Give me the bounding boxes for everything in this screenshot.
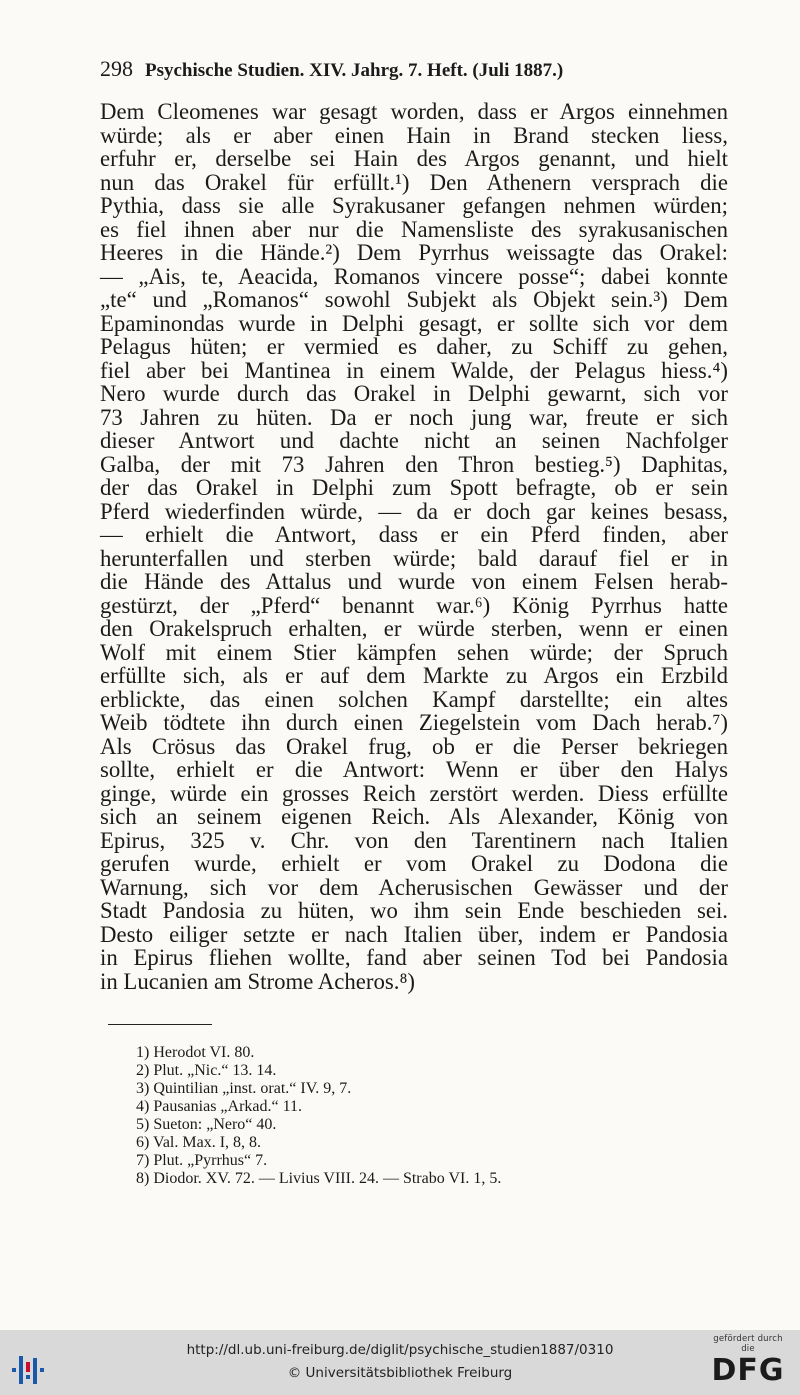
footnote-mark: 7) — [136, 1152, 154, 1169]
body-line: ginge, würde ein grosses Reich zerstört werden. Diess erfüllte — [100, 780, 728, 806]
footnote-text: Herodot VI. 80. — [153, 1044, 255, 1061]
footnote-text: Val. Max. I, 8, 8. — [153, 1134, 262, 1151]
body-line: die Hände des Attalus und wurde von einem Felsen herab- — [100, 569, 728, 594]
body-line: in Epirus fliehen wollte, fand aber seinen Tod bei Pandosia — [100, 945, 728, 970]
footnotes — [136, 1044, 696, 1188]
body-line: Als Crösus das Orakel frug, ob er die Perser bekriegen — [100, 733, 728, 759]
footer-bar — [0, 1330, 800, 1395]
body-line: Pythia, dass sie alle Syrakusaner gefangen nehmen würden; — [100, 193, 728, 218]
footnote-text: Plut. „Nic.“ 13. 14. — [153, 1062, 277, 1079]
footnote-mark: 4) — [136, 1098, 154, 1115]
body-line: herunterfallen und sterben würde; bald darauf fiel er in — [100, 545, 728, 571]
dfg-logo — [706, 1334, 790, 1388]
body-line: „te“ und „Romanos“ sowohl Subjekt als Objekt sein.³) Dem — [100, 287, 728, 312]
body-line: Epaminondas wurde in Delphi gesagt, er sollte sich vor dem — [100, 310, 728, 336]
footnote-mark: 2) — [136, 1062, 154, 1079]
body-line: Nero wurde durch das Orakel in Delphi gewarnt, sich vor — [100, 381, 728, 406]
body-line: Warnung, sich vor dem Acherusischen Gewässer und der — [100, 874, 728, 900]
running-header — [100, 56, 700, 82]
footnote — [136, 1080, 696, 1098]
footnote-mark: 3) — [136, 1080, 154, 1097]
body-line: fiel aber bei Mantinea in einem Walde, der Pelagus hiess.⁴) — [100, 357, 728, 383]
footnote-mark: 6) — [136, 1134, 154, 1151]
body-line: Wolf mit einem Stier kämpfen sehen würde; der Spruch — [100, 639, 728, 665]
body-line: würde; als er aber einen Hain in Brand stecken liess, — [100, 122, 728, 148]
body-line: in Lucanien am Strome Acheros.⁸) — [100, 968, 415, 994]
dfg-logo-text: DFG — [711, 1353, 785, 1388]
body-line: Epirus, 325 v. Chr. von den Tarentinern nach Italien — [100, 827, 728, 853]
footnote-text: Plut. „Pyrrhus“ 7. — [153, 1152, 268, 1169]
body-line: dieser Antwort und dachte nicht an seinen Nachfolger — [100, 428, 728, 453]
copyright-notice: © Universitätsbibliothek Freiburg — [287, 1365, 513, 1381]
body-line: sollte, erhielt er die Antwort: Wenn er über den Halys — [100, 757, 728, 782]
body-line: gerufen wurde, erhielt er vom Orakel zu Dodona die — [100, 851, 728, 876]
body-line: Weib tödtete ihn durch einen Ziegelstein vom Dach herab.⁷) — [100, 710, 728, 735]
footnote — [136, 1098, 696, 1116]
body-line: erfüllte sich, als er auf dem Markte zu Argos ein Erzbild — [100, 663, 728, 688]
body-line: Stadt Pandosia zu hüten, wo ihm sein Ende beschieden sei. — [100, 898, 728, 923]
footnote-mark: 1) — [136, 1044, 154, 1061]
footnote-mark: 5) — [136, 1116, 154, 1133]
body-line: — erhielt die Antwort, dass er ein Pferd finden, aber — [100, 522, 728, 547]
body-line: Desto eiliger setzte er nach Italien über, indem er Pandosia — [100, 921, 728, 947]
footnote — [136, 1170, 696, 1188]
footnote-divider — [108, 1024, 212, 1025]
body-line: erfuhr er, derselbe sei Hain des Argos genannt, und hielt — [100, 146, 728, 171]
dfg-funding-label: gefördert durch die — [713, 1334, 783, 1354]
body-text — [100, 100, 728, 993]
body-line: Heeres in die Hände.²) Dem Pyrrhus weissagte das Orakel: — [100, 240, 728, 265]
body-line: — „Ais, te, Aeacida, Romanos vincere posse“; dabei konnte — [100, 263, 728, 289]
body-line: es fiel ihnen aber nur die Namensliste des syrakusanischen — [100, 216, 728, 242]
footnote — [136, 1134, 696, 1152]
footnote-text: Pausanias „Arkad.“ 11. — [153, 1098, 303, 1115]
body-line: Dem Cleomenes war gesagt worden, dass er Argos einnehmen — [100, 99, 728, 124]
footnote-text: Sueton: „Nero“ 40. — [153, 1116, 277, 1133]
body-line: sich an seinem eigenen Reich. Als Alexander, König von — [100, 804, 728, 829]
footnote-text: Diodor. XV. 72. — Livius VIII. 24. — Strabo VI. 1, 5. — [153, 1170, 502, 1187]
body-line: Pferd wiederfinden würde, — da er doch gar keines besass, — [100, 498, 728, 524]
body-line: erblickte, das einen solchen Kampf darstellte; ein altes — [100, 686, 728, 712]
footnote — [136, 1062, 696, 1080]
running-title: Psychische Studien. XIV. Jahrg. 7. Heft. (Juli 1887.) — [145, 60, 564, 81]
body-line: 73 Jahren zu hüten. Da er noch jung war, freute er sich — [100, 404, 728, 430]
body-line: Galba, der mit 73 Jahren den Thron bestieg.⁵) Daphitas, — [100, 451, 728, 477]
body-line: der das Orakel in Delphi zum Spott befragte, ob er sein — [100, 475, 728, 500]
body-line: den Orakelspruch erhalten, er würde sterben, wenn er einen — [100, 616, 728, 641]
body-line: nun das Orakel für erfüllt.¹) Den Athenern versprach die — [100, 169, 728, 195]
body-line: Pelagus hüten; er vermied es daher, zu Schiff zu gehen, — [100, 334, 728, 359]
footnote — [136, 1116, 696, 1134]
footnote-mark: 8) — [136, 1170, 154, 1187]
page-number: 298 — [100, 56, 133, 81]
footnote-text: Quintilian „inst. orat.“ IV. 9, 7. — [153, 1080, 352, 1097]
footnote — [136, 1152, 696, 1170]
body-line: gestürzt, der „Pferd“ benannt war.⁶) König Pyrrhus hatte — [100, 592, 728, 618]
source-url[interactable]: http://dl.ub.uni-freiburg.de/diglit/psychische_studien1887/0310 — [186, 1342, 614, 1358]
footnote — [136, 1044, 696, 1062]
